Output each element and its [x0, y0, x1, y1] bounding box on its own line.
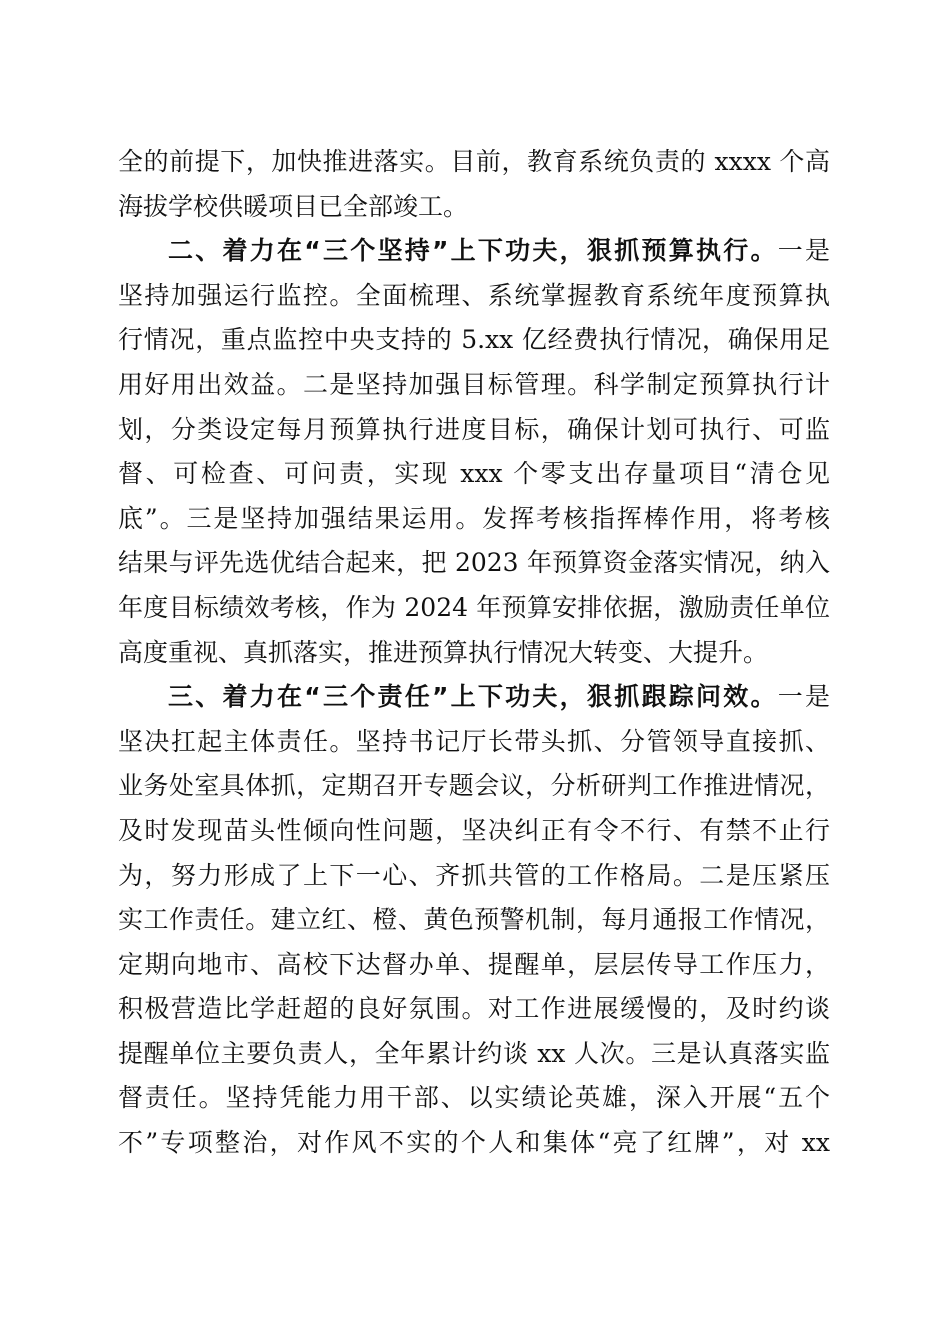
text-line: 行情况，重点监控中央支持的 5.xx 亿经费执行情况，确保用足 — [118, 325, 830, 355]
text-line: 全的前提下，加快推进落实。目前，教育系统负责的 xxxx 个高 — [118, 147, 830, 176]
text-fragment: 一是 — [777, 236, 830, 266]
text-line: 结果与评先选优结合起来，把 2023 年预算资金落实情况，纳入 — [118, 548, 830, 578]
text-line: 底”。三是坚持加强结果运用。发挥考核指挥棒作用，将考核 — [118, 503, 830, 533]
text-line: 及时发现苗头性倾向性问题，坚决纠正有令不行、有禁不止行 — [118, 815, 830, 845]
text-line: 为，努力形成了上下一心、齐抓共管的工作格局。二是压紧压 — [118, 860, 830, 890]
text-line: 海拔学校供暖项目已全部竣工。 — [118, 191, 469, 221]
text-line: 督、可检查、可问责，实现 xxx 个零支出存量项目“清仓见 — [118, 459, 830, 489]
paragraph-heading-line — [118, 229, 830, 274]
text-line: 提醒单位主要负责人，全年累计约谈 xx 人次。三是认真落实监 — [118, 1038, 830, 1068]
text-line: 督责任。坚持凭能力用干部、以实绩论英雄，深入开展“五个 — [118, 1083, 830, 1113]
section-heading: 二、着力在“三个坚持”上下功夫，狠抓预算执行。 — [168, 236, 778, 266]
text-line: 定期向地市、高校下达督办单、提醒单，层层传导工作压力， — [118, 949, 830, 979]
text-line: 业务处室具体抓，定期召开专题会议，分析研判工作推进情况， — [118, 771, 830, 801]
section-heading: 三、着力在“三个责任”上下功夫，狠抓跟踪问效。 — [168, 682, 778, 712]
text-line: 实工作责任。建立红、橙、黄色预警机制，每月通报工作情况， — [118, 905, 830, 935]
text-line: 坚持加强运行监控。全面梳理、系统掌握教育系统年度预算执 — [118, 280, 830, 310]
text-line: 积极营造比学赶超的良好氛围。对工作进展缓慢的，及时约谈 — [118, 994, 830, 1024]
paragraph-1 — [118, 140, 830, 229]
text-line: 年度目标绩效考核，作为 2024 年预算安排依据，激励责任单位 — [118, 592, 830, 622]
paragraph-2 — [118, 229, 830, 675]
document-body — [118, 140, 830, 1166]
text-line: 划，分类设定每月预算执行进度目标，确保计划可执行、可监 — [118, 414, 830, 444]
paragraph-heading-line — [118, 675, 830, 720]
text-line: 坚决扛起主体责任。坚持书记厅长带头抓、分管领导直接抓、 — [118, 726, 830, 756]
text-line: 不”专项整治，对作风不实的个人和集体“亮了红牌”，对 xx — [118, 1128, 830, 1158]
text-line: 用好用出效益。二是坚持加强目标管理。科学制定预算执行计 — [118, 369, 830, 399]
paragraph-3 — [118, 675, 830, 1166]
text-fragment: 一是 — [777, 682, 830, 712]
text-line: 高度重视、真抓落实，推进预算执行情况大转变、大提升。 — [118, 637, 769, 667]
